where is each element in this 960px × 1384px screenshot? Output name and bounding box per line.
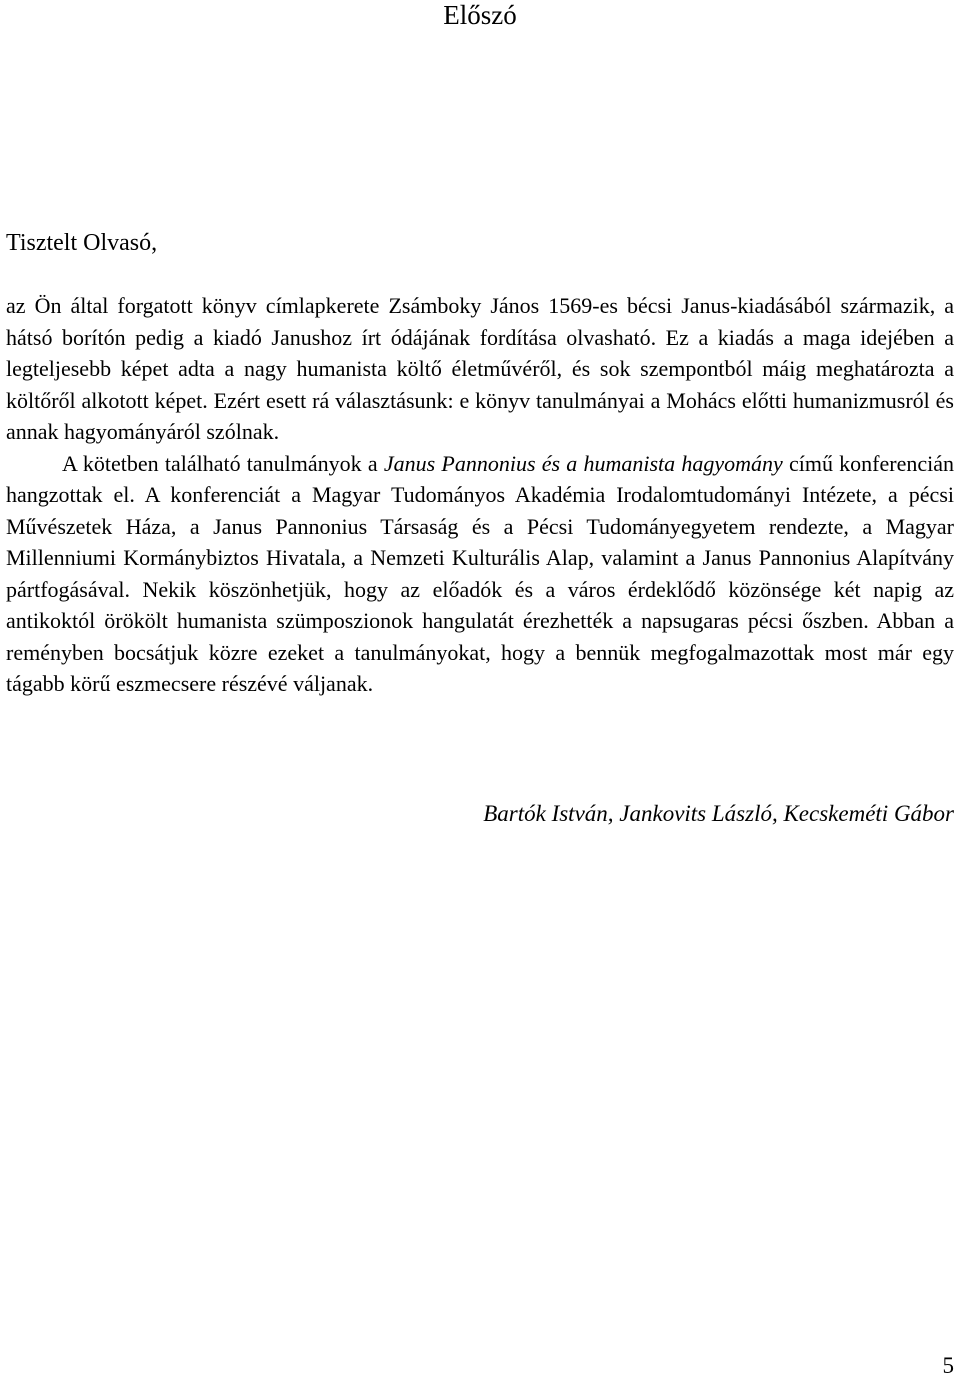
conference-title: Janus Pannonius és a humanista hagyomány xyxy=(383,450,783,476)
paragraph-2-text-end: című konferencián hangzottak el. A konferenciát a Magyar Tudományos Akadémia Irodalomtudományi Intézete, a pécsi Művészetek Háza, a Janus Pannonius Társaság és a Pécsi Tudományegyetem rendezte, a Magyar Millenniumi Kormánybiztos Hivatala, a Nemzeti Kulturális Alap, valamint a Janus Pannonius Alapítvány pártfogásával. Nekik köszönhetjük, hogy az előadók és a város érdeklődő közönsége két napig az antikoktól örökölt humanista szümposzionok hangulatát érezhették a napsugaras pécsi őszben. Abban a reményben bocsátjuk közre ezeket a tanulmányokat, hogy a bennük megfogalmazottak most már egy tágabb körű eszmecsere részévé váljanak. xyxy=(6,450,954,696)
paragraph-2-text-start: A kötetben található tanulmányok a xyxy=(62,450,384,476)
salutation: Tisztelt Olvasó, xyxy=(6,230,158,256)
paragraph-2 xyxy=(6,448,954,700)
body-text xyxy=(6,290,954,700)
page-number: 5 xyxy=(942,1353,954,1378)
signature: Bartók István, Jankovits László, Kecskeméti Gábor xyxy=(483,801,954,826)
paragraph-1: az Ön által forgatott könyv címlapkerete Zsámboky János 1569-es bécsi Janus-kiadásából származik, a hátsó borítón pedig a kiadó Janushoz írt ódájának fordítása olvasható. Ez a kiadás a maga idejében a legteljesebb képet adta a nagy humanista költő életművéről, és sok szempontból máig meghatározta a költőről alkotott képet. Ezért esett rá választásunk: e könyv tanulmányai a Mohács előtti humanizmusról és annak hagyományáról szólnak. xyxy=(6,293,954,444)
page-title: Előszó xyxy=(443,0,517,30)
